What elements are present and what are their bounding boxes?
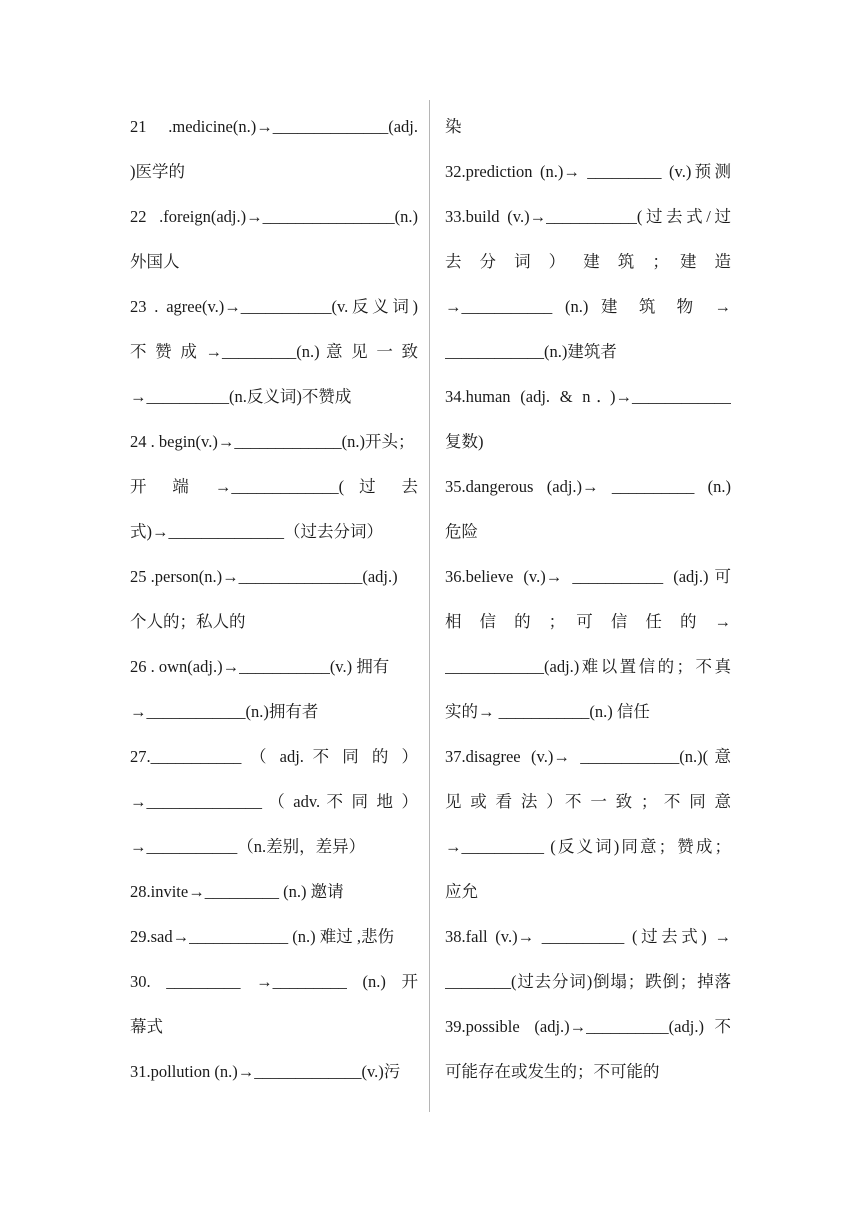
text-line: 复数) xyxy=(445,432,484,451)
text-line: 幕式 xyxy=(130,1017,163,1036)
text-line: 27.___________ （ adj. 不 同 的 ） xyxy=(130,747,418,766)
text-line: 25 .person(n.)→_______________(adj.) xyxy=(130,567,398,586)
text-line: 开 端 →_____________( 过 去 xyxy=(130,477,418,496)
text-line: 33.build (v.)→___________(过去式/过 xyxy=(445,207,731,226)
text-line: 可能存在或发生的；不可能的 xyxy=(445,1062,660,1081)
text-line: 去 分 词 ） 建 筑 ； 建 造 xyxy=(445,252,731,271)
text-line: 24 . begin(v.)→_____________(n.)开头； xyxy=(130,432,415,451)
text-line: 32.prediction (n.)→ _________ (v.)预测 xyxy=(445,162,731,181)
text-line: 38.fall (v.)→ __________ (过去式) → xyxy=(445,927,731,946)
text-line: 染 xyxy=(445,117,462,136)
text-line: 31.pollution (n.)→_____________(v.)污 xyxy=(130,1062,401,1081)
text-line: 23 . agree(v.)→___________(v.反义词) xyxy=(130,297,418,316)
text-line: ____________(adj.)难以置信的；不真 xyxy=(445,657,731,676)
text-line: 外国人 xyxy=(130,252,180,271)
text-line: 39.possible (adj.)→__________(adj.)不 xyxy=(445,1017,731,1036)
text-line: 28.invite→_________ (n.) 邀请 xyxy=(130,882,344,901)
text-line: ____________(n.)建筑者 xyxy=(445,342,617,361)
text-line: 见 或 看 法 ）不 一 致 ； 不 同 意 xyxy=(445,792,731,811)
text-line: 21 .medicine(n.)→______________(adj. xyxy=(130,117,418,136)
text-line: 实的→ ___________(n.) 信任 xyxy=(445,702,650,721)
text-line: 35.dangerous (adj.)→ __________ (n.) xyxy=(445,477,731,496)
text-line: →______________ （ adv. 不 同 地 ） xyxy=(130,792,418,811)
text-line: 34.human (adj. & n．)→____________ xyxy=(445,387,731,406)
left-column xyxy=(130,104,418,1094)
text-line: 式)→______________（过去分词） xyxy=(130,522,383,541)
text-line: →___________（n.差别，差异） xyxy=(130,837,366,856)
text-line: 个人的；私人的 xyxy=(130,612,246,631)
text-line: →____________(n.)拥有者 xyxy=(130,702,319,721)
text-line: )医学的 xyxy=(130,162,185,181)
text-line: 26 . own(adj.)→___________(v.) 拥有 xyxy=(130,657,390,676)
text-line: 37.disagree (v.)→ ____________(n.)(意 xyxy=(445,747,731,766)
column-divider xyxy=(429,100,430,1112)
text-line: 危险 xyxy=(445,522,478,541)
text-line: 应允 xyxy=(445,882,478,901)
text-line: →__________ (反义词)同意；赞成； xyxy=(445,837,731,856)
text-line: 36.believe (v.)→ ___________ (adj.)可 xyxy=(445,567,731,586)
right-column xyxy=(445,104,731,1094)
text-line: ________(过去分词)倒塌；跌倒；掉落 xyxy=(445,972,731,991)
text-line: →___________ (n.) 建 筑 物 → xyxy=(445,297,731,316)
text-line: 相 信 的 ； 可 信 任 的 → xyxy=(445,612,731,631)
text-line: 30. _________ →_________ (n.) 开 xyxy=(130,972,418,991)
text-line: 29.sad→____________ (n.) 难过 ,悲伤 xyxy=(130,927,394,946)
text-line: 不 赞 成 →_________(n.) 意 见 一 致 xyxy=(130,342,418,361)
text-line: 22 .foreign(adj.)→________________(n.) xyxy=(130,207,418,226)
text-line: →__________(n.反义词)不赞成 xyxy=(130,387,352,406)
